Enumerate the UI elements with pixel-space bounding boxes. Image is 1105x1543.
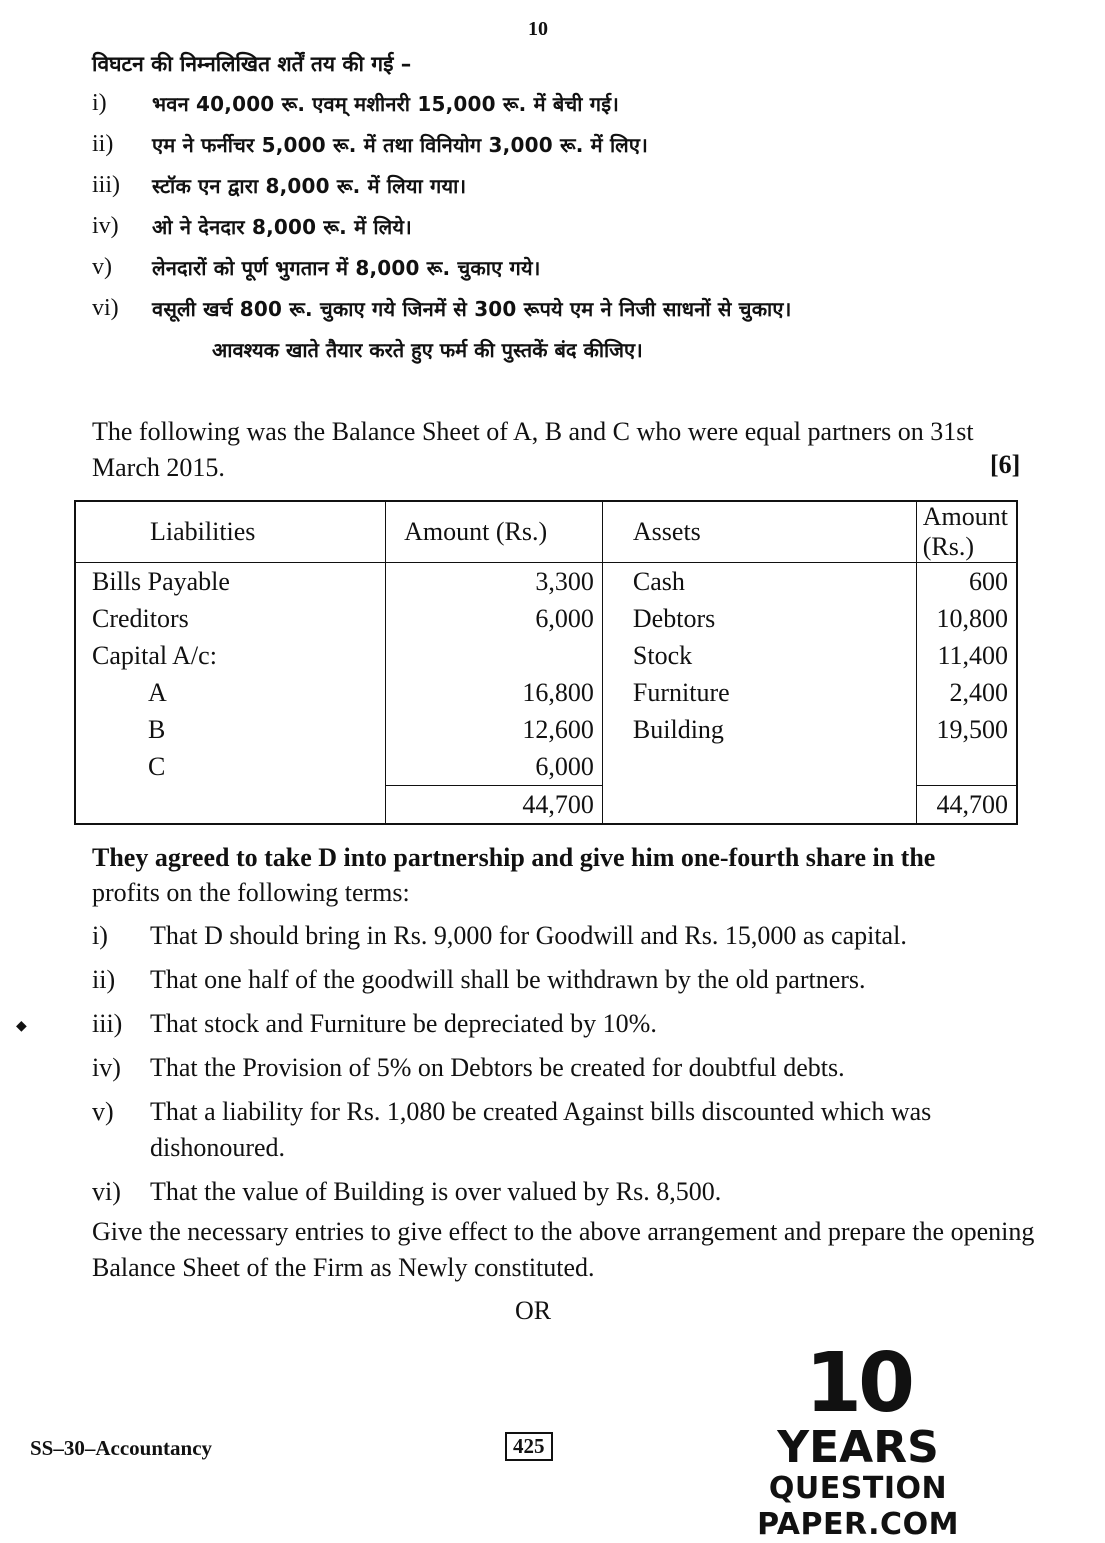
asset-amount-cell: 600: [969, 566, 1008, 596]
table-row: [75, 563, 1017, 601]
hindi-section-intro: विघटन की निम्नलिखित शर्तें तय की गई –: [92, 52, 412, 76]
item-number: i): [92, 90, 107, 116]
asset-cell: Debtors: [602, 600, 916, 637]
asset-cell: Building: [602, 711, 916, 748]
item-text: That one half of the goodwill shall be withdrawn by the old partners.: [150, 965, 866, 994]
watermark-logo: [688, 1336, 1028, 1543]
total-liabilities: 44,700: [386, 786, 603, 825]
hindi-list-item: [92, 90, 1012, 131]
list-item: [92, 1174, 1042, 1210]
item-text: That the Provision of 5% on Debtors be created for doubtful debts.: [150, 1053, 845, 1082]
item-text: That D should bring in Rs. 9,000 for Goodwill and Rs. 15,000 as capital.: [150, 921, 907, 950]
liability-cell: Bills Payable: [75, 563, 386, 601]
item-text: That the value of Building is over valued by Rs. 8,500.: [150, 1177, 722, 1206]
item-text: वसूली खर्च 800 रू. चुकाए गये जिनमें से 300 रूपये एम ने निजी साधनों से चुकाए।: [152, 297, 792, 321]
item-number: iv): [92, 213, 119, 239]
liability-cell: C: [75, 748, 386, 786]
liability-cell: A: [75, 674, 386, 711]
item-number: vi): [92, 1177, 121, 1206]
asset-cell: Furniture: [602, 674, 916, 711]
asset-amount-cell: 19,500: [936, 714, 1008, 744]
column-header: Amount (Rs.): [386, 501, 603, 563]
liability-amount-cell: 6,000: [386, 748, 603, 786]
hindi-list-item: [92, 213, 1012, 254]
list-item: [92, 918, 1042, 954]
asset-amount-cell: 2,400: [949, 677, 1008, 707]
table-header-row: [75, 501, 1017, 563]
table-row: [75, 674, 1017, 711]
list-item: [92, 962, 1042, 998]
balance-sheet-table: [74, 500, 1018, 825]
item-number: ii): [92, 965, 116, 994]
liability-amount-cell: 6,000: [386, 600, 603, 637]
asset-cell: Stock: [602, 637, 916, 674]
liability-cell: B: [75, 711, 386, 748]
liability-amount-cell: [386, 637, 603, 674]
liability-amount-cell: 3,300: [386, 563, 603, 601]
list-item: [92, 1094, 1042, 1166]
column-header: Amount (Rs.): [916, 501, 1017, 563]
liability-cell: Creditors: [75, 600, 386, 637]
item-text: स्टॉक एन द्वारा 8,000 रू. में लिया गया।: [152, 174, 467, 198]
total-assets: 44,700: [916, 786, 1017, 825]
item-number: iv): [92, 1053, 121, 1082]
asset-amount-cell: 11,400: [937, 640, 1008, 670]
table-row: [75, 637, 1017, 674]
asset-cell: Cash: [602, 563, 916, 601]
terms-intro-rest: profits on the following terms:: [92, 878, 410, 907]
footer-subject: SS–30–Accountancy: [30, 1436, 213, 1460]
watermark-number: 10: [804, 1336, 912, 1431]
table-total-row: [75, 786, 1017, 825]
item-text: भवन 40,000 रू. एवम् मशीनरी 15,000 रू. में बेची गई।: [152, 92, 620, 116]
item-text: ओ ने देनदार 8,000 रू. में लिये।: [152, 215, 412, 239]
asset-cell: [602, 748, 916, 786]
item-number: iii): [92, 1009, 123, 1038]
terms-intro: [92, 840, 1042, 910]
hindi-list-item: [92, 131, 1012, 172]
table-row: [75, 711, 1017, 748]
table-row: [75, 748, 1017, 786]
question-directive: Give the necessary entries to give effect to the above arrangement and prepare the opening Balance Sheet of the Firm as Newly constituted.: [92, 1217, 1035, 1282]
terms-intro-bold: They agreed to take D into partnership and give him one-fourth share in the: [92, 843, 936, 872]
item-text: एम ने फर्नीचर 5,000 रू. में तथा विनियोग 3,000 रू. में लिए।: [152, 133, 648, 157]
hindi-terms-list: [92, 90, 1012, 336]
terms-list: [92, 918, 1042, 1218]
item-text: That a liability for Rs. 1,080 be created Against bills discounted which was dishonoured.: [150, 1097, 932, 1162]
item-number: v): [92, 254, 112, 280]
hindi-instruction: आवश्यक खाते तैयार करते हुए फर्म की पुस्तकें बंद कीजिए।: [212, 338, 643, 362]
table-row: [75, 600, 1017, 637]
item-text: लेनदारों को पूर्ण भुगतान में 8,000 रू. चुकाए गये।: [152, 256, 541, 280]
item-number: ii): [92, 131, 114, 157]
total-spacer-cell: [602, 786, 916, 825]
list-item: [92, 1006, 1042, 1042]
page-number: 10: [528, 18, 548, 40]
asset-amount-cell: 10,800: [936, 603, 1008, 633]
liability-amount-cell: 12,600: [386, 711, 603, 748]
hindi-list-item: [92, 172, 1012, 213]
liability-cell: Capital A/c:: [75, 637, 386, 674]
list-item: [92, 1050, 1042, 1086]
scan-artifact-mark: ◆: [16, 1019, 27, 1034]
column-header: Liabilities: [75, 501, 386, 563]
item-number: i): [92, 921, 108, 950]
item-number: iii): [92, 172, 120, 198]
liability-amount-cell: 16,800: [386, 674, 603, 711]
footer-page-number: 425: [505, 1432, 553, 1461]
or-separator: OR: [514, 1296, 552, 1325]
item-number: v): [92, 1097, 114, 1126]
column-header: Assets: [602, 501, 916, 563]
marks-badge: [6]: [990, 450, 1021, 479]
hindi-list-item: [92, 254, 1012, 295]
watermark-years: YEARS: [777, 1422, 939, 1473]
total-label-cell: [75, 786, 386, 825]
item-text: That stock and Furniture be depreciated by 10%.: [150, 1009, 657, 1038]
watermark-site: QUESTION PAPER.COM: [757, 1471, 959, 1542]
question-intro: The following was the Balance Sheet of A, B and C who were equal partners on 31st March 2015.: [92, 417, 974, 482]
asset-amount-cell: [916, 748, 1017, 786]
item-number: vi): [92, 295, 119, 321]
hindi-list-item: [92, 295, 1012, 336]
